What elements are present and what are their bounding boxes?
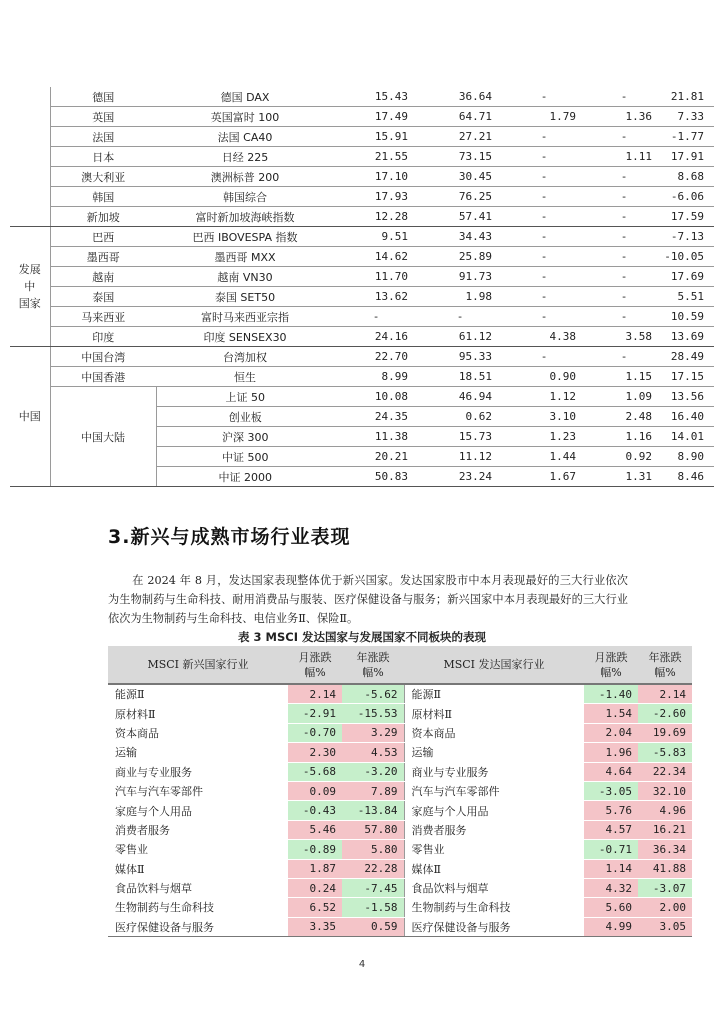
value-cell-c3: - — [502, 227, 586, 247]
dm-yearly-value: 19.69 — [638, 723, 692, 742]
value-cell-c5: 10.59 — [662, 307, 714, 327]
value-cell-c3: - — [502, 87, 586, 107]
msci-row — [108, 917, 692, 936]
value-cell-c4: - — [586, 187, 662, 207]
em-monthly-value: -5.68 — [288, 762, 342, 781]
value-cell-c4: 1.11 — [586, 147, 662, 167]
dm-sector-name: 零售业 — [404, 840, 584, 859]
region-cell — [10, 87, 50, 227]
country-cell: 新加坡 — [50, 207, 156, 227]
market-index-row — [10, 207, 714, 227]
value-cell-c2: 11.12 — [418, 447, 502, 467]
em-sector-name: 汽车与汽车零部件 — [108, 781, 288, 800]
dm-yearly-value: 16.21 — [638, 820, 692, 839]
em-monthly-value: 2.30 — [288, 743, 342, 762]
dm-monthly-value: 5.60 — [584, 898, 638, 917]
value-cell-c5: 17.69 — [662, 267, 714, 287]
em-monthly-value: -0.70 — [288, 723, 342, 742]
table-caption: 表 3 MSCI 发达国家与发展国家不同板块的表现 — [238, 630, 486, 644]
em-monthly-value: 5.46 — [288, 820, 342, 839]
market-index-row — [10, 287, 714, 307]
msci-sector-table — [108, 646, 692, 937]
market-index-row — [10, 387, 714, 407]
country-cell: 中国台湾 — [50, 347, 156, 367]
value-cell-c4: 2.48 — [586, 407, 662, 427]
value-cell-c2: 61.12 — [418, 327, 502, 347]
value-cell-c1: 24.35 — [334, 407, 418, 427]
value-cell-c1: 22.70 — [334, 347, 418, 367]
index-name-cell: 富时新加坡海峡指数 — [156, 207, 334, 227]
value-cell-c5: 7.33 — [662, 107, 714, 127]
value-cell-c1: 12.28 — [334, 207, 418, 227]
dm-sector-name: 家庭与个人用品 — [404, 801, 584, 820]
value-cell-c3: - — [502, 147, 586, 167]
index-name-cell: 澳洲标普 200 — [156, 167, 334, 187]
value-cell-c5: 17.91 — [662, 147, 714, 167]
em-monthly-value: -2.91 — [288, 704, 342, 723]
country-cell: 澳大利亚 — [50, 167, 156, 187]
em-sector-name: 能源Ⅱ — [108, 684, 288, 704]
em-sector-name: 医疗保健设备与服务 — [108, 917, 288, 936]
country-cell: 法国 — [50, 127, 156, 147]
dm-sector-name: 商业与专业服务 — [404, 762, 584, 781]
index-name-cell: 巴西 IBOVESPA 指数 — [156, 227, 334, 247]
market-index-table — [10, 87, 714, 487]
value-cell-c5: 13.69 — [662, 327, 714, 347]
msci-row — [108, 840, 692, 859]
value-cell-c4: 0.92 — [586, 447, 662, 467]
dm-sector-name: 资本商品 — [404, 723, 584, 742]
market-index-row — [10, 227, 714, 247]
em-yearly-header — [342, 646, 404, 684]
value-cell-c2: 64.71 — [418, 107, 502, 127]
market-index-row — [10, 267, 714, 287]
dm-monthly-value: -0.71 — [584, 840, 638, 859]
value-cell-c1: 11.70 — [334, 267, 418, 287]
value-cell-c4: - — [586, 87, 662, 107]
index-name-cell: 韩国综合 — [156, 187, 334, 207]
dm-sector-name: 医疗保健设备与服务 — [404, 917, 584, 936]
msci-header-row — [108, 646, 692, 684]
country-cell: 印度 — [50, 327, 156, 347]
index-name-cell: 德国 DAX — [156, 87, 334, 107]
value-cell-c1: 8.99 — [334, 367, 418, 387]
index-name-cell: 中证 500 — [156, 447, 334, 467]
country-cell: 马来西亚 — [50, 307, 156, 327]
dm-monthly-value: 1.14 — [584, 859, 638, 878]
value-cell-c5: 16.40 — [662, 407, 714, 427]
value-cell-c2: 27.21 — [418, 127, 502, 147]
value-cell-c2: 25.89 — [418, 247, 502, 267]
value-cell-c5: 8.90 — [662, 447, 714, 467]
body-paragraph-text: 在 2024 年 8 月，发达国家表现整体优于新兴国家。发达国家股市中本月表现最好的三大行业依次为生物制药与生命科技、耐用消费品与服装、医疗保健设备与服务；新兴国家中本月表现最好的三大行业依次为生物制药与生命科技、电信业务Ⅱ、保险Ⅱ。 — [108, 574, 628, 625]
dm-yearly-value: -3.07 — [638, 878, 692, 897]
msci-table-body — [108, 684, 692, 937]
msci-row — [108, 684, 692, 704]
value-cell-c5: -1.77 — [662, 127, 714, 147]
value-cell-c3: 4.38 — [502, 327, 586, 347]
em-monthly-value: 6.52 — [288, 898, 342, 917]
value-cell-c3: - — [502, 267, 586, 287]
value-cell-c2: 15.73 — [418, 427, 502, 447]
value-cell-c4: 1.36 — [586, 107, 662, 127]
dm-monthly-value: 4.99 — [584, 917, 638, 936]
value-cell-c4: - — [586, 267, 662, 287]
msci-row — [108, 898, 692, 917]
dm-yearly-value: 4.96 — [638, 801, 692, 820]
em-sector-name: 媒体Ⅱ — [108, 859, 288, 878]
country-cell: 德国 — [50, 87, 156, 107]
value-cell-c4: - — [586, 307, 662, 327]
market-index-row — [10, 87, 714, 107]
section-heading: 3.新兴与成熟市场行业表现 — [108, 526, 351, 548]
index-name-cell: 墨西哥 MXX — [156, 247, 334, 267]
msci-row — [108, 743, 692, 762]
dm-sector-name: 消费者服务 — [404, 820, 584, 839]
value-cell-c2: 30.45 — [418, 167, 502, 187]
country-cell: 韩国 — [50, 187, 156, 207]
market-index-row — [10, 187, 714, 207]
em-monthly-value: -0.43 — [288, 801, 342, 820]
dm-monthly-value: 4.32 — [584, 878, 638, 897]
value-cell-c5: -7.13 — [662, 227, 714, 247]
page-number: 4 — [358, 959, 366, 970]
em-yearly-value: -7.45 — [342, 878, 404, 897]
em-yearly-value: -1.58 — [342, 898, 404, 917]
em-sector-name: 食品饮料与烟草 — [108, 878, 288, 897]
em-monthly-value: 2.14 — [288, 684, 342, 704]
em-sector-name: 原材料Ⅱ — [108, 704, 288, 723]
value-cell-c2: 91.73 — [418, 267, 502, 287]
value-cell-c3: 3.10 — [502, 407, 586, 427]
value-cell-c2: 57.41 — [418, 207, 502, 227]
country-cell: 墨西哥 — [50, 247, 156, 267]
value-cell-c1: 20.21 — [334, 447, 418, 467]
value-cell-c1: 13.62 — [334, 287, 418, 307]
em-sector-header: MSCI 新兴国家行业 — [108, 646, 288, 684]
value-cell-c1: 24.16 — [334, 327, 418, 347]
index-name-cell: 上证 50 — [156, 387, 334, 407]
market-index-row — [10, 107, 714, 127]
dm-sector-name: 食品饮料与烟草 — [404, 878, 584, 897]
country-cell: 越南 — [50, 267, 156, 287]
msci-row — [108, 801, 692, 820]
index-name-cell: 创业板 — [156, 407, 334, 427]
em-yearly-value: 22.28 — [342, 859, 404, 878]
em-monthly-value: 0.09 — [288, 781, 342, 800]
value-cell-c5: 8.46 — [662, 467, 714, 487]
index-name-cell: 沪深 300 — [156, 427, 334, 447]
msci-row — [108, 878, 692, 897]
country-cell: 泰国 — [50, 287, 156, 307]
dm-monthly-value: 4.64 — [584, 762, 638, 781]
market-index-row — [10, 127, 714, 147]
value-cell-c4: - — [586, 227, 662, 247]
em-sector-name: 运输 — [108, 743, 288, 762]
dm-sector-name: 媒体Ⅱ — [404, 859, 584, 878]
market-index-row — [10, 307, 714, 327]
value-cell-c4: 1.16 — [586, 427, 662, 447]
dm-yearly-value: 36.34 — [638, 840, 692, 859]
value-cell-c5: -6.06 — [662, 187, 714, 207]
value-cell-c3: 1.67 — [502, 467, 586, 487]
value-cell-c3: - — [502, 127, 586, 147]
em-monthly-header — [288, 646, 342, 684]
value-cell-c2: 23.24 — [418, 467, 502, 487]
dm-monthly-value: 1.54 — [584, 704, 638, 723]
value-cell-c1: 10.08 — [334, 387, 418, 407]
value-cell-c5: -10.05 — [662, 247, 714, 267]
index-name-cell: 泰国 SET50 — [156, 287, 334, 307]
dm-sector-name: 汽车与汽车零部件 — [404, 781, 584, 800]
value-cell-c3: - — [502, 207, 586, 227]
em-yearly-value: 7.89 — [342, 781, 404, 800]
value-cell-c2: 18.51 — [418, 367, 502, 387]
value-cell-c1: 17.10 — [334, 167, 418, 187]
market-index-row — [10, 347, 714, 367]
value-cell-c5: 28.49 — [662, 347, 714, 367]
value-cell-c5: 17.59 — [662, 207, 714, 227]
country-cell: 中国香港 — [50, 367, 156, 387]
dm-yearly-value: 2.14 — [638, 684, 692, 704]
value-cell-c1: 50.83 — [334, 467, 418, 487]
value-cell-c4: - — [586, 207, 662, 227]
value-cell-c1: 21.55 — [334, 147, 418, 167]
msci-row — [108, 820, 692, 839]
dm-yearly-header — [638, 646, 692, 684]
value-cell-c1: 11.38 — [334, 427, 418, 447]
value-cell-c4: 1.15 — [586, 367, 662, 387]
value-cell-c3: - — [502, 187, 586, 207]
dm-monthly-value: 4.57 — [584, 820, 638, 839]
index-name-cell: 越南 VN30 — [156, 267, 334, 287]
dm-yearly-value: 41.88 — [638, 859, 692, 878]
value-cell-c1: 15.91 — [334, 127, 418, 147]
value-cell-c1: 9.51 — [334, 227, 418, 247]
msci-row — [108, 723, 692, 742]
value-cell-c3: 0.90 — [502, 367, 586, 387]
value-cell-c2: 95.33 — [418, 347, 502, 367]
em-yearly-value: 57.80 — [342, 820, 404, 839]
value-cell-c3: - — [502, 247, 586, 267]
index-name-cell: 英国富时 100 — [156, 107, 334, 127]
msci-row — [108, 762, 692, 781]
value-cell-c3: 1.79 — [502, 107, 586, 127]
country-cell: 日本 — [50, 147, 156, 167]
dm-monthly-value: -1.40 — [584, 684, 638, 704]
country-cell: 中国大陆 — [50, 387, 156, 487]
value-cell-c5: 13.56 — [662, 387, 714, 407]
country-cell: 巴西 — [50, 227, 156, 247]
body-paragraph — [108, 571, 628, 628]
em-monthly-value: 0.24 — [288, 878, 342, 897]
country-cell: 英国 — [50, 107, 156, 127]
em-monthly-header-text: 月涨跌 幅% — [298, 650, 332, 679]
region-cell: 中国 — [10, 347, 50, 487]
dm-yearly-value: 2.00 — [638, 898, 692, 917]
msci-row — [108, 704, 692, 723]
dm-sector-name: 原材料Ⅱ — [404, 704, 584, 723]
value-cell-c1: 17.49 — [334, 107, 418, 127]
value-cell-c2: 34.43 — [418, 227, 502, 247]
value-cell-c2: - — [418, 307, 502, 327]
dm-yearly-header-text: 年涨跌 幅% — [648, 650, 682, 679]
value-cell-c1: - — [334, 307, 418, 327]
market-index-row — [10, 147, 714, 167]
value-cell-c5: 21.81 — [662, 87, 714, 107]
dm-monthly-value: 5.76 — [584, 801, 638, 820]
value-cell-c2: 76.25 — [418, 187, 502, 207]
value-cell-c3: 1.12 — [502, 387, 586, 407]
value-cell-c4: - — [586, 167, 662, 187]
em-sector-name: 家庭与个人用品 — [108, 801, 288, 820]
dm-monthly-value: -3.05 — [584, 781, 638, 800]
dm-monthly-header — [584, 646, 638, 684]
em-monthly-value: 3.35 — [288, 917, 342, 936]
dm-yearly-value: 22.34 — [638, 762, 692, 781]
em-monthly-value: -0.89 — [288, 840, 342, 859]
value-cell-c1: 17.93 — [334, 187, 418, 207]
em-sector-name: 商业与专业服务 — [108, 762, 288, 781]
dm-yearly-value: 32.10 — [638, 781, 692, 800]
market-index-row — [10, 167, 714, 187]
em-yearly-value: -13.84 — [342, 801, 404, 820]
index-name-cell: 恒生 — [156, 367, 334, 387]
value-cell-c4: - — [586, 287, 662, 307]
value-cell-c5: 8.68 — [662, 167, 714, 187]
index-name-cell: 富时马来西亚宗指 — [156, 307, 334, 327]
value-cell-c2: 73.15 — [418, 147, 502, 167]
em-sector-name: 零售业 — [108, 840, 288, 859]
dm-sector-name: 能源Ⅱ — [404, 684, 584, 704]
index-name-cell: 中证 2000 — [156, 467, 334, 487]
em-yearly-value: -3.20 — [342, 762, 404, 781]
em-yearly-value: 3.29 — [342, 723, 404, 742]
value-cell-c4: - — [586, 127, 662, 147]
dm-sector-header: MSCI 发达国家行业 — [404, 646, 584, 684]
value-cell-c3: - — [502, 347, 586, 367]
em-monthly-value: 1.87 — [288, 859, 342, 878]
em-yearly-value: -5.62 — [342, 684, 404, 704]
em-sector-name: 生物制药与生命科技 — [108, 898, 288, 917]
dm-yearly-value: -5.83 — [638, 743, 692, 762]
value-cell-c3: - — [502, 287, 586, 307]
value-cell-c4: 3.58 — [586, 327, 662, 347]
value-cell-c3: - — [502, 167, 586, 187]
dm-yearly-value: 3.05 — [638, 917, 692, 936]
em-yearly-value: -15.53 — [342, 704, 404, 723]
value-cell-c2: 46.94 — [418, 387, 502, 407]
index-name-cell: 日经 225 — [156, 147, 334, 167]
value-cell-c3: 1.23 — [502, 427, 586, 447]
value-cell-c2: 1.98 — [418, 287, 502, 307]
index-name-cell: 法国 CA40 — [156, 127, 334, 147]
em-yearly-value: 4.53 — [342, 743, 404, 762]
value-cell-c5: 17.15 — [662, 367, 714, 387]
em-yearly-value: 0.59 — [342, 917, 404, 936]
em-yearly-value: 5.80 — [342, 840, 404, 859]
value-cell-c2: 36.64 — [418, 87, 502, 107]
dm-yearly-value: -2.60 — [638, 704, 692, 723]
dm-sector-name: 生物制药与生命科技 — [404, 898, 584, 917]
em-sector-name: 消费者服务 — [108, 820, 288, 839]
index-name-cell: 台湾加权 — [156, 347, 334, 367]
value-cell-c5: 5.51 — [662, 287, 714, 307]
value-cell-c2: 0.62 — [418, 407, 502, 427]
region-cell: 发展 中 国家 — [10, 227, 50, 347]
dm-monthly-header-text: 月涨跌 幅% — [594, 650, 628, 679]
value-cell-c3: - — [502, 307, 586, 327]
value-cell-c4: - — [586, 347, 662, 367]
value-cell-c3: 1.44 — [502, 447, 586, 467]
value-cell-c1: 15.43 — [334, 87, 418, 107]
em-sector-name: 资本商品 — [108, 723, 288, 742]
msci-row — [108, 859, 692, 878]
value-cell-c4: 1.31 — [586, 467, 662, 487]
dm-monthly-value: 2.04 — [584, 723, 638, 742]
market-index-row — [10, 327, 714, 347]
value-cell-c5: 14.01 — [662, 427, 714, 447]
market-index-table-body — [10, 87, 714, 487]
market-index-row — [10, 367, 714, 387]
index-name-cell: 印度 SENSEX30 — [156, 327, 334, 347]
market-index-row — [10, 247, 714, 267]
value-cell-c4: 1.09 — [586, 387, 662, 407]
msci-row — [108, 781, 692, 800]
value-cell-c4: - — [586, 247, 662, 267]
dm-monthly-value: 1.96 — [584, 743, 638, 762]
em-yearly-header-text: 年涨跌 幅% — [356, 650, 390, 679]
value-cell-c1: 14.62 — [334, 247, 418, 267]
dm-sector-name: 运输 — [404, 743, 584, 762]
